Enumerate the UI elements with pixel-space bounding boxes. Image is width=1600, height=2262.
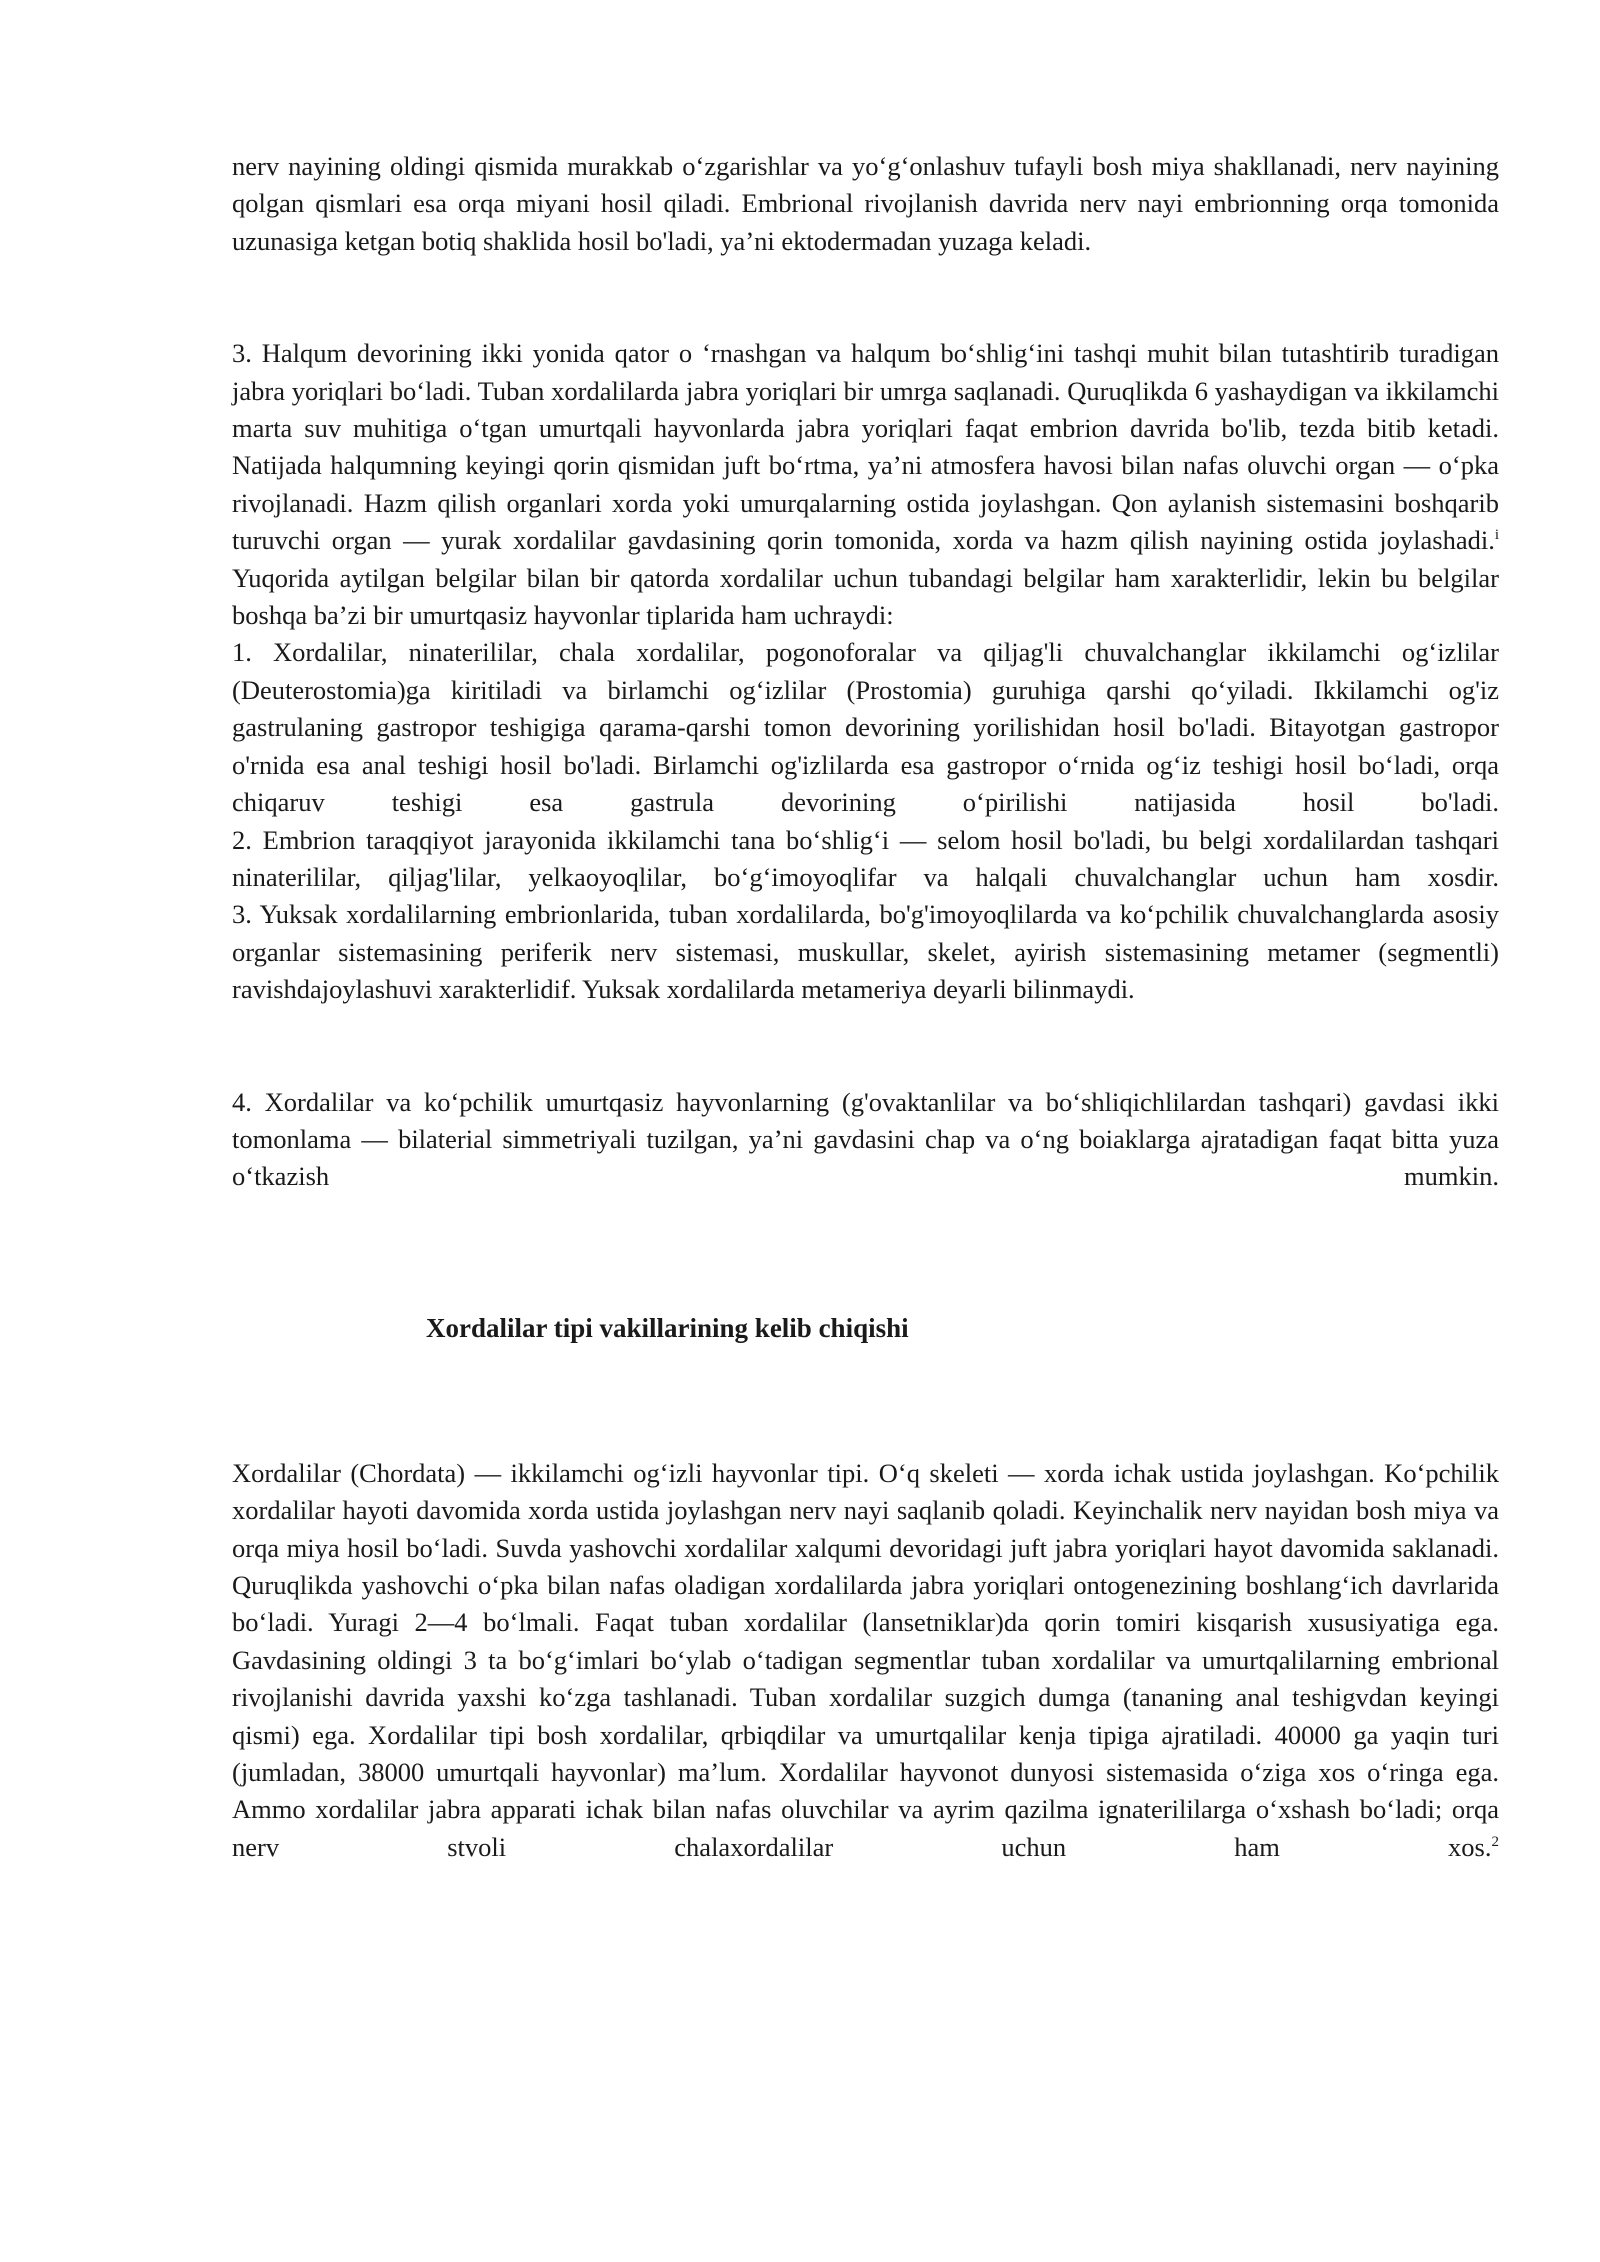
characteristic-item-1: 1. Xordalilar, ninaterililar, chala xordalilar, pogonoforalar va qiljag'li chuvalchanglar ikkilamchi og‘izlilar (Deuterostomia)ga kiritiladi va birlamchi og‘izlilar (Prostomia) guruhiga qarshi qo‘yiladi. Ikkilamchi og'iz gastrulaning gastropor teshigiga qarama-qarshi tomon devorining yorilishidan hosil bo'ladi. Bitayotgan gastropor o'rnida esa anal teshigi hosil bo'ladi. Birlamchi og'izlilarda esa gastropor o‘rnida og‘iz teshigi hosil bo‘ladi, orqa chiqaruv teshigi esa gastrula devorining o‘pirilishi natijasida hosil bo'ladi. [232,637,1499,818]
characteristic-item-3: 3. Yuksak xordalilarning embrionlarida, tuban xordalilarda, bo'g'imoyoqlilarda va ko‘pchilik chuvalchanglarda asosiy organlar sistemasining periferik nerv sistemasi, muskullar, skelet, ayirish sistemasining metamer (segmentli) ravishdajoylashuvi xarakterlidif. Yuksak xordalilarda metameriya deyarli bilinmaydi. [232,899,1499,1005]
paragraph-spacer [232,260,1499,335]
point-4-paragraph: 4. Xordalilar va ko‘pchilik umurtqasiz hayvonlarning (g'ovaktanlilar va bo‘shliqichlilardan tashqari) gavdasi ikki tomonlama — bilaterial simmetriyali tuzilgan, ya’ni gavdasini chap va o‘ng boiaklarga ajratadigan faqat bitta yuza o‘tkazish mumkin. [232,1086,1499,1192]
footnote-marker[interactable]: i [1494,527,1499,544]
footnote-marker[interactable]: 2 [1491,1833,1499,1850]
section-body-text: Xordalilar (Chordata) — ikkilamchi og‘izli hayvonlar tipi. O‘q skeleti — xorda ichak ustida joylashgan. Ko‘pchilik xordalilar hayoti davomida xorda ustida joylashgan nerv nayi saqlanib qoladi. Keyinchalik nerv nayidan bosh miya va orqa miya hosil bo‘ladi. Suvda yashovchi xordalilar xalqumi devoridagi juft jabra yoriqlari hayot davomida saklanadi. Quruqlikda yashovchi o‘pka bilan nafas oladigan xordalilarda jabra yoriqlari ontogenezining boshlang‘ich davrlarida bo‘ladi. Yuragi 2—4 bo‘lmali. Faqat tuban xordalilar (lansetniklar)da qorin tomiri kisqarish xususiyatiga ega. Gavdasining oldingi 3 ta bo‘g‘imlari bo‘ylab o‘tadigan segmentlar tuban xordalilar va umurtqalilarning embrional rivojlanishi davrida yaxshi ko‘zga tashlanadi. Tuban xordalilar suzgich dumga (tananing anal teshigvdan keyingi qismi) ega. Xordalilar tipi bosh xordalilar, qrbiqdilar va umurtqalilar kenja tipiga ajratiladi. 40000 ga yaqin turi (jumladan, 38000 umurtqali hayvonlar) ma’lum. Xordalilar hayvonot dunyosi sistemasida o‘ziga xos o‘ringa ega. Ammo xordalilar jabra apparati ichak bilan nafas oluvchilar va ayrim qazilma ignaterililarga o‘xshash bo‘ladi; orqa nerv stvoli chalaxordalilar uchun ham xos. [232,1457,1499,1862]
point-3-paragraph [232,335,1499,559]
section-heading: Xordalilar tipi vakillarining kelib chiqishi [426,1312,909,1343]
paragraph-spacer [232,1009,1499,1084]
characteristic-item-2: 2. Embrion taraqqiyot jarayonida ikkilamchi tana bo‘shlig‘i — selom hosil bo'ladi, bu belgi xordalilardan tashqari ninaterililar, qiljag'lilar, yelkaoyoqlilar, bo‘g‘imoyoqlifar va halqali chuvalchanglar uchun ham xosdir. [232,824,1499,892]
section-body-paragraph [232,1455,1499,1866]
paragraph-spacer [232,1347,1499,1455]
document-page [232,148,1499,1866]
characteristics-intro: Yuqorida aytilgan belgilar bilan bir qatorda xordalilar uchun tubandagi belgilar ham xarakterlidir, lekin bu belgilar boshqa ba’zi bir umurtqasiz hayvonlar tiplarida ham uchraydi: [232,562,1499,631]
paragraph-spacer [232,1196,1499,1310]
point-3-text: 3. Halqum devorining ikki yonida qator o ‘rnashgan va halqum bo‘shlig‘ini tashqi muhit bilan tutashtirib turadigan jabra yoriqlari bo‘ladi. Tuban xordalilarda jabra yoriqlari bir umrga saqlanadi. Quruqlikda 6 yashaydigan va ikkilamchi marta suv muhitiga o‘tgan umurtqali hayvonlarda jabra yoriqlari faqat embrion davrida bo'lib, tezda bitib ketadi. Natijada halqumning keyingi qorin qismidan juft bo‘rtma, ya’ni atmosfera havosi bilan nafas oluvchi organ — o‘pka rivojlanadi. Hazm qilish organlari xorda yoki umurqalarning ostida joylashgan. Qon aylanish sistemasini boshqarib turuvchi organ — yurak xordalilar gavdasining qorin tomonida, xorda va hazm qilish nayining ostida joylashadi. [232,338,1499,556]
intro-paragraph: nerv nayining oldingi qismida murakkab o‘zgarishlar va yo‘g‘onlashuv tufayli bosh miya shakllanadi, nerv nayining qolgan qismlari esa orqa miyani hosil qiladi. Embrional rivojlanish davrida nerv nayi embrionning orqa tomonida uzunasiga ketgan botiq shaklida hosil bo'ladi, ya’ni ektodermadan yuzaga keladi. [232,151,1499,256]
